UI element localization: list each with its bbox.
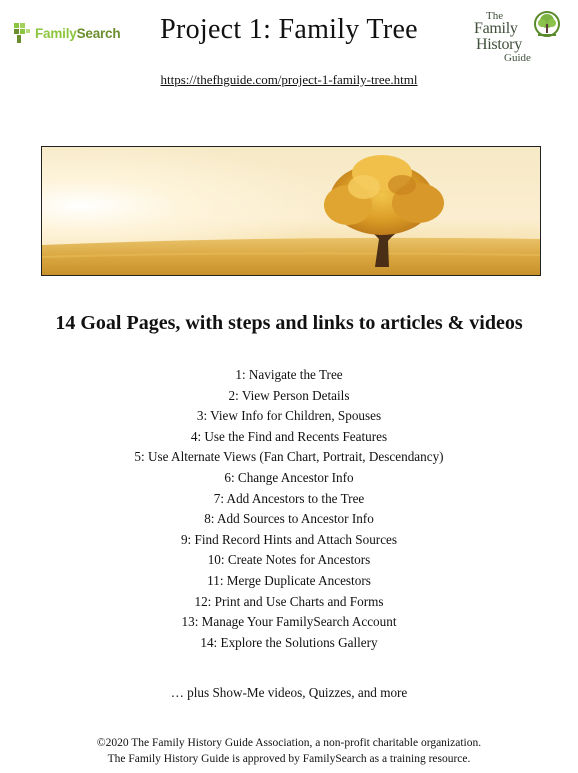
goal-item-6: 6: Change Ancestor Info (224, 469, 354, 485)
goal-list (0, 365, 578, 653)
golden-tree-field-image (41, 146, 541, 276)
goals-heading: 14 Goal Pages, with steps and links to articles & videos (55, 312, 523, 334)
goal-item-10: 10: Create Notes for Ancestors (207, 552, 371, 568)
goal-item-9: 9: Find Record Hints and Attach Sources (180, 531, 398, 547)
goal-item-3: 3: View Info for Children, Spouses (196, 408, 382, 424)
family-history-guide-logo[interactable] (474, 8, 570, 66)
goal-item-7: 7: Add Ancestors to the Tree (213, 490, 365, 506)
project-url-link[interactable]: https://thefhguide.com/project-1-family-tree.html (160, 72, 418, 87)
goal-item-8: 8: Add Sources to Ancestor Info (204, 511, 374, 527)
fhg-logo-the: The (486, 10, 504, 22)
goal-item-2: 2: View Person Details (228, 387, 350, 403)
page-title: Project 1: Family Tree (160, 14, 418, 45)
goal-item-4: 4: Use the Find and Recents Features (190, 428, 388, 444)
page-header (0, 0, 578, 70)
familysearch-word2: Search (76, 25, 121, 41)
fhg-logo-guide: Guide (504, 52, 531, 64)
footer-approval: The Family History Guide is approved by FamilySearch as a training resource. (107, 753, 471, 765)
goal-item-5: 5: Use Alternate Views (Fan Chart, Portrait, Descendancy) (134, 449, 444, 465)
goal-item-13: 13: Manage Your FamilySearch Account (181, 614, 397, 630)
goal-item-11: 11: Merge Duplicate Ancestors (207, 572, 371, 588)
goal-item-14: 14: Explore the Solutions Gallery (200, 634, 378, 650)
goal-item-12: 12: Print and Use Charts and Forms (194, 593, 384, 609)
fhg-logo-family: Family (474, 20, 518, 37)
goal-item-1: 1: Navigate the Tree (235, 367, 343, 382)
banner-illustration (42, 147, 541, 276)
plus-more-text: … plus Show-Me videos, Quizzes, and more (170, 685, 408, 700)
green-tree-icon (532, 10, 562, 44)
footer (0, 735, 578, 767)
familysearch-word1: Family (35, 25, 77, 41)
fhg-logo-history: History (476, 36, 522, 53)
footer-copyright: ©2020 The Family History Guide Association, a non-profit charitable organization. (96, 737, 482, 749)
